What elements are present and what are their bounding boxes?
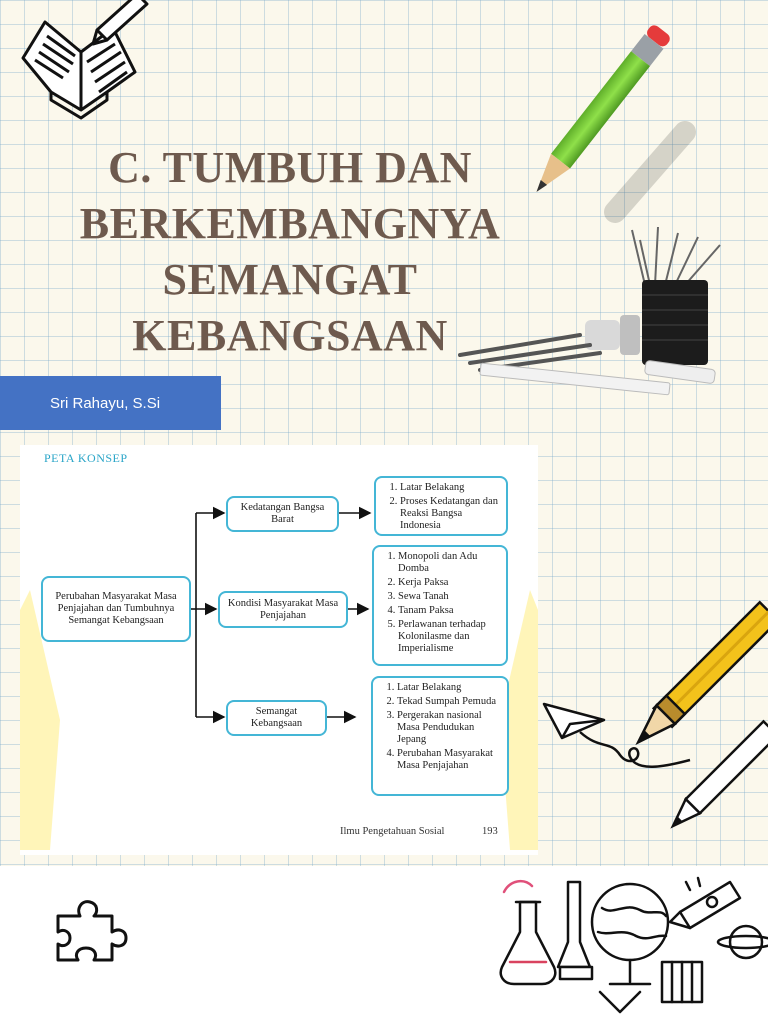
branch-label: Kedatangan Bangsa Barat xyxy=(240,502,325,525)
concept-root-label: Perubahan Masyarakat Masa Penjajahan dan Tumbuhnya Semangat Kebangsaan xyxy=(55,591,177,626)
list-item: 1. Monopoli dan Adu Domba xyxy=(398,551,500,575)
author-name: Sri Rahayu, S.Si xyxy=(50,394,161,412)
list-item: 2. Tekad Sumpah Pemuda xyxy=(397,696,501,708)
concept-branch-node xyxy=(226,700,327,736)
title-line: SEMANGAT xyxy=(162,255,418,304)
title-line: BERKEMBANGNYA xyxy=(79,199,501,248)
page-number: 193 xyxy=(482,826,498,837)
white-pencil-icon xyxy=(660,735,768,835)
list-item: 5. Perlawanan terhadap Kolonilasme dan Imperialisme xyxy=(398,619,500,655)
list-item: 3. Pergerakan nasional Masa Pendudukan Jepang xyxy=(397,710,501,746)
list-item: 4. Tanam Paksa xyxy=(398,605,500,617)
puzzle-piece-icon xyxy=(52,898,132,968)
branch-label: Kondisi Masyarakat Masa Penjajahan xyxy=(227,597,339,621)
list-item: 2. Kerja Paksa xyxy=(398,577,500,589)
list-item: 3. Sewa Tanah xyxy=(398,591,500,603)
concept-root-node xyxy=(41,576,191,642)
list-item: 2. Proses Kedatangan dan Reaksi Bangsa Indonesia xyxy=(400,496,500,532)
list-item: 4. Perubahan Masyarakat Masa Penjajahan xyxy=(397,748,501,772)
science-doodle-icon xyxy=(490,872,768,1024)
concept-branch-node xyxy=(218,591,348,628)
title-line: KEBANGSAAN xyxy=(132,311,448,360)
branch-label: Semangat Kebangsaan xyxy=(250,706,303,729)
concept-branch-node xyxy=(226,496,339,532)
title-line: C. TUMBUH DAN xyxy=(108,143,472,192)
concept-map-heading: PETA KONSEP xyxy=(44,451,128,465)
concept-detail-list xyxy=(371,676,509,796)
book-footer: Ilmu Pengetahuan Sosial xyxy=(340,826,445,837)
list-item: 1. Latar Belakang xyxy=(400,482,500,494)
concept-detail-list xyxy=(374,476,508,536)
list-item: 1. Latar Belakang xyxy=(397,682,501,694)
concept-detail-list xyxy=(372,545,508,666)
